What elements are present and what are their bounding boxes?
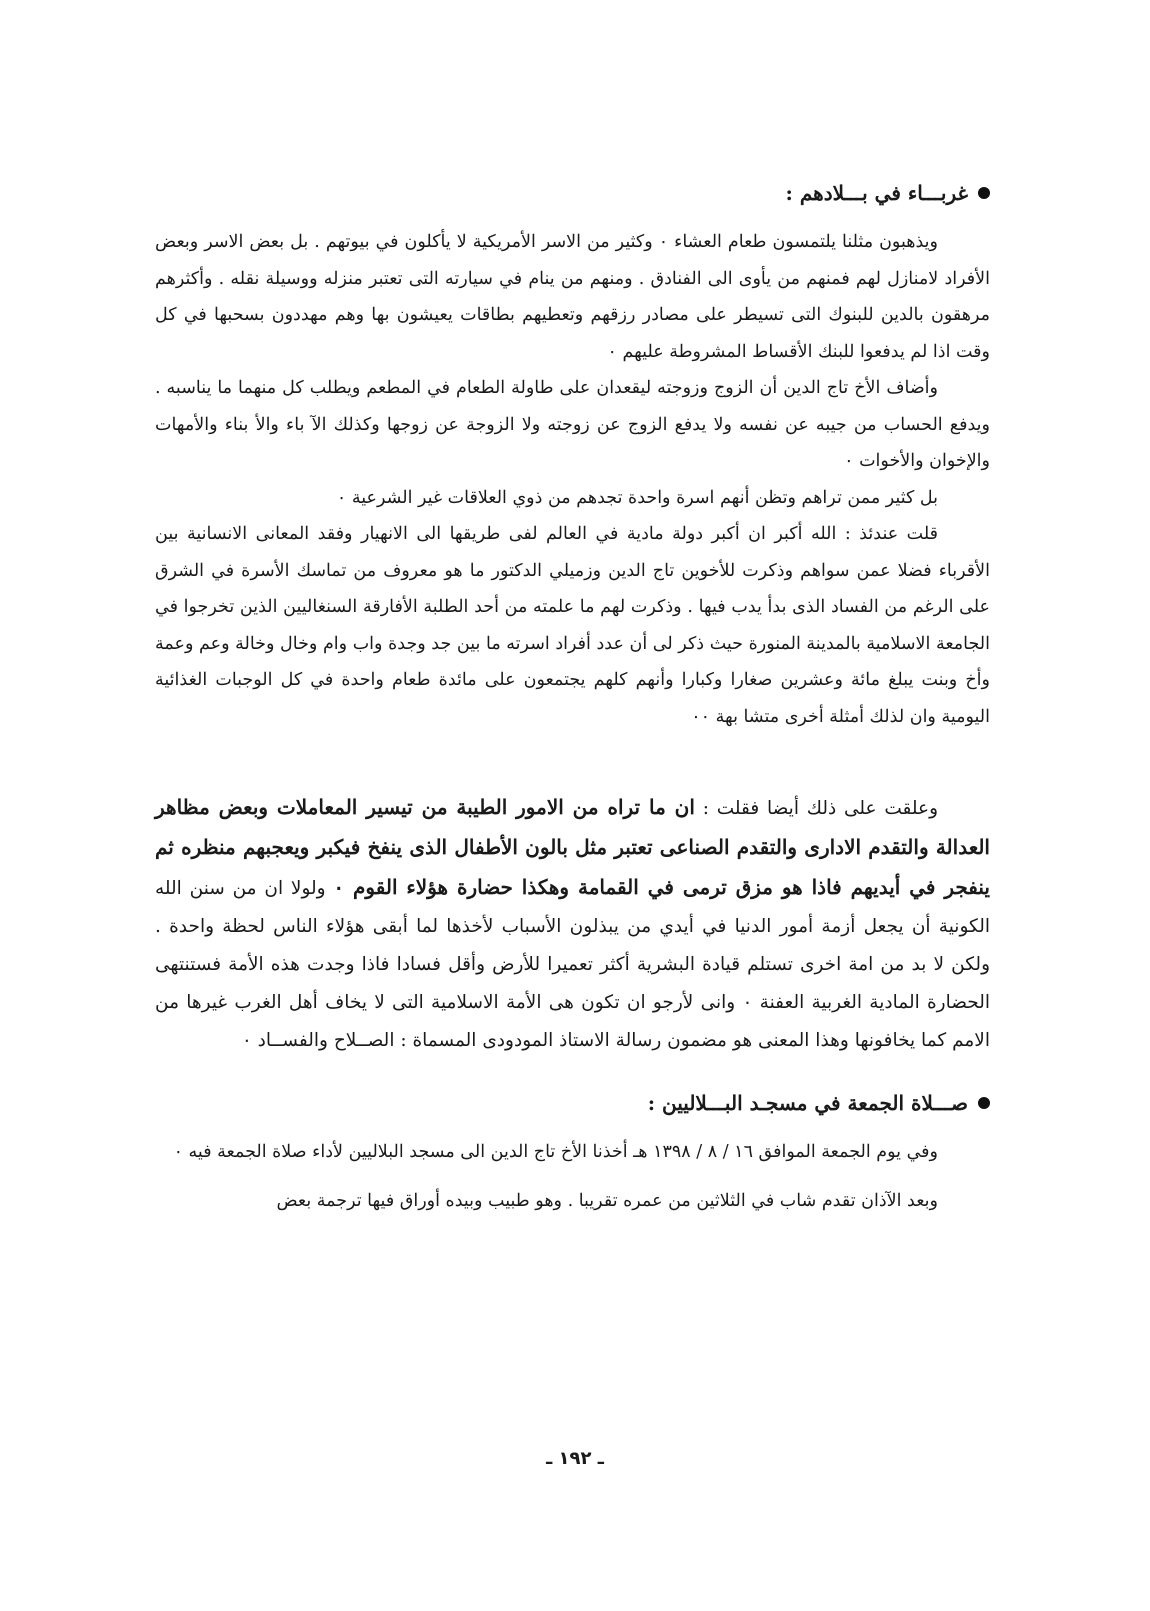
paragraph: قلت عندئذ : الله أكبر ان أكبر دولة مادية في العالم لفى طريقها الى الانهيار وفقد المعانى الانسانية بين الأقرباء فضلا عمن سواهم وذكرت للأخوين تاج الدين وزميلي الدكتور ما هو معروف من تماسك الأسرة في الشرق على الرغم من الفساد الذى بدأ يدب فيها . وذكرت لهم ما علمته من أحد الطلبة الأفارقة السنغاليين الذين تخرجوا في الجامعة الاسلامية بالمدينة المنورة حيث ذكر لى أن عدد أفراد اسرته ما بين جد وجدة واب وام وخال وخالة وعم وعمة وأخ وبنت يبلغ مائة وعشرين صغارا وكبارا وأنهم كلهم يجتمعون على مائدة طعام واحدة في كل الوجبات الغذائية اليومية وان لذلك أمثلة أخرى متشا بهة ٠٠ — [155, 524, 990, 727]
paragraph-with-emphasis — [155, 788, 990, 1060]
spacer — [155, 1060, 990, 1088]
paragraph: وبعد الآذان تقدم شاب في الثلاثين من عمره تقريبا . وهو طبيب وبيده أوراق فيها ترجمة بعض — [276, 1190, 938, 1211]
spacer — [155, 735, 990, 788]
paragraph: وفي يوم الجمعة الموافق ١٦ / ٨ / ١٣٩٨ هـ أخذنا الأخ تاج الدين الى مسجد البلاليين لأداء صلاة الجمعة فيه ٠ — [173, 1142, 938, 1162]
section-heading — [155, 178, 990, 208]
paragraph: بل كثير ممن تراهم وتظن أنهم اسرة واحدة تجدهم من ذوي العلاقات غير الشرعية ٠ — [336, 487, 938, 508]
paragraph: ويذهبون مثلنا يلتمسون طعام العشاء ٠ وكثير من الاسر الأمريكية لا يأكلون في بيوتهم . بل بعض الاسر وبعض الأفراد لامنازل لهم فمنهم من يأوى الى الفنادق . ومنهم من ينام في سيارته التى تعتبر منزله ووسيلة نقله . وأكثرهم مرهقون بالدين للبنوك التى تسيطر على مصادر رزقهم وتعطيهم بطاقات يعيشون بها وهم مهددون بسحبها في كل وقت اذا لم يدفعوا للبنك الأقساط المشروطة عليهم ٠ — [155, 232, 990, 362]
paragraph-rest: ولولا ان من سنن الله الكونية أن يجعل أزمة أمور الدنيا في أيدي من يبذلون الأسباب لأخذها لما أبقى هؤلاء الناس لحظة واحدة . ولكن لا بد من امة اخرى تستلم قيادة البشرية أكثر تعميرا للأرض وأقل فسادا فاذا وجدت هذه الأمة فستنتهى الحضارة المادية الغربية العفنة ٠ وانى لأرجو ان تكون هى الأمة الاسلامية التى لا يخاف أهل الغرب غيرها من الامم كما يخافونها وهذا المعنى هو مضمون رسالة الاستاذ المودودى المسماة : الصــلاح والفســاد ٠ — [155, 878, 990, 1051]
paragraph-lead: وعلقت على ذلك أيضا فقلت : — [694, 798, 938, 819]
section-heading-text: صـــلاة الجمعة في مسجـد البـــلاليين : — [647, 1091, 968, 1115]
emphasized-text: ان ما تراه من الامور الطيبة من تيسير المعاملات وبعض مظاهر العدالة والتقدم الادارى والتقدم الصناعى تعتبر مثل بالون الأطفال الذى ينفخ فيكبر ويعجبهم منظره ثم ينفجر في أيديهم فاذا هو مزق ترمى في القمامة وهكذا حضارة هؤلاء القوم ٠ — [155, 795, 990, 899]
bullet-icon — [978, 187, 990, 199]
page-number: ـ ١٩٢ ـ — [546, 1448, 604, 1469]
page-body — [155, 178, 990, 1219]
bullet-icon — [978, 1097, 990, 1109]
spacer — [155, 1171, 990, 1183]
section-heading — [155, 1088, 990, 1118]
section-heading-text: غربـــاء في بـــلادهم : — [785, 181, 968, 205]
paragraph: وأضاف الأخ تاج الدين أن الزوج وزوجته ليقعدان على طاولة الطعام في المطعم ويطلب كل منهما ما يناسبه . ويدفع الحساب من جيبه عن نفسه ولا يدفع الزوج عن زوجته ولا الزوجة عن زوجها وكذلك الآ باء والأ بناء والأمهات والإخوان والأخوات ٠ — [155, 378, 990, 471]
